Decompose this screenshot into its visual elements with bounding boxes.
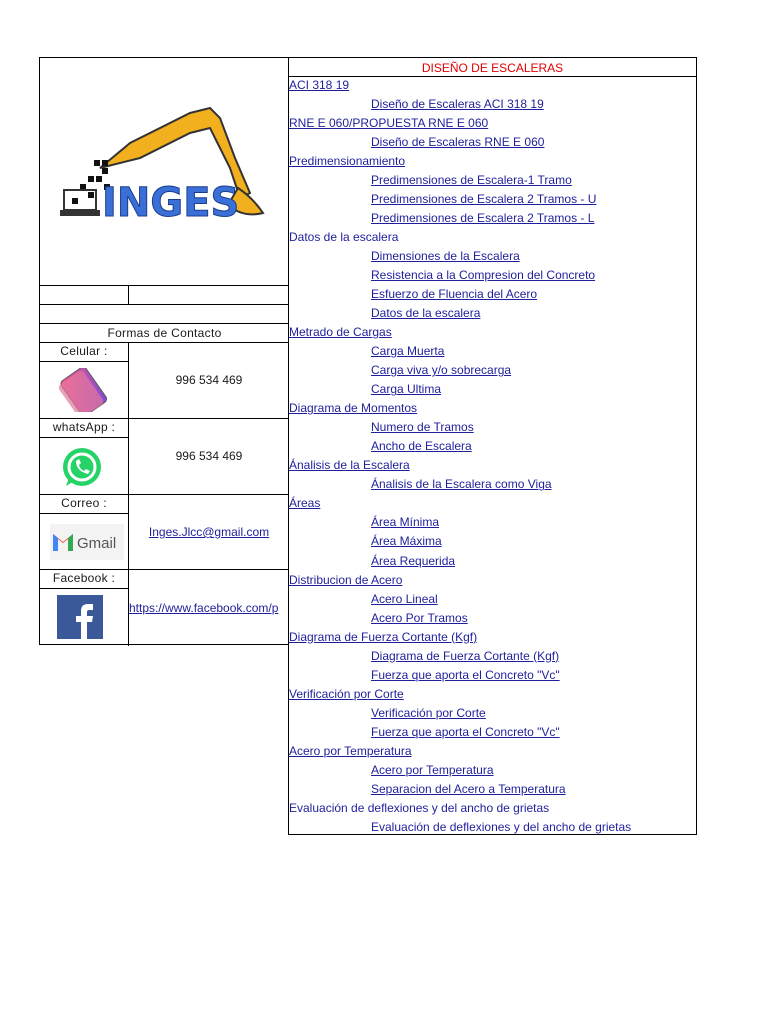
whatsapp-icon [60, 446, 104, 490]
index-section-0[interactable]: ACI 318 19 [289, 78, 350, 92]
index-section-32[interactable]: Verificación por Corte [289, 686, 404, 701]
index-subitem-7[interactable]: Predimensiones de Escalera 2 Tramos - L [371, 211, 595, 226]
contact-heading: Formas de Contacto [107, 326, 222, 340]
index-subitem-33[interactable]: Verificación por Corte [371, 705, 486, 720]
index-section-8: Datos de la escalera [289, 230, 399, 245]
index-subitem-14[interactable]: Carga Muerta [371, 344, 445, 359]
index-section-35[interactable]: Acero por Temperatura [289, 743, 412, 758]
index-title: DISEÑO DE ESCALERAS [289, 58, 696, 77]
facebook-label: Facebook : [52, 571, 116, 585]
gmail-icon-text: Gmail [77, 535, 117, 552]
index-subitem-34[interactable]: Fuerza que aporta el Concreto "Vc" [371, 724, 560, 739]
facebook-icon [57, 595, 103, 639]
whatsapp-number: 996 534 469 [175, 449, 243, 463]
index-subitem-12[interactable]: Datos de la escalera [371, 306, 481, 321]
index-panel [288, 57, 697, 835]
index-section-17[interactable]: Diagrama de Momentos [289, 401, 418, 416]
index-section-13[interactable]: Metrado de Cargas [289, 325, 392, 340]
index-section-29[interactable]: Diagrama de Fuerza Cortante (Kgf) [289, 629, 478, 644]
celular-label: Celular : [60, 344, 108, 358]
gmail-icon [50, 524, 124, 560]
index-subitem-21[interactable]: Ánalisis de la Escalera como Viga [371, 477, 552, 492]
index-subitem-16[interactable]: Carga Ultima [371, 382, 442, 397]
index-section-20[interactable]: Ánalisis de la Escalera [289, 458, 410, 473]
index-section-4[interactable]: Predimensionamiento [289, 154, 406, 169]
index-section-38: Evaluación de deflexiones y del ancho de grietas [289, 800, 550, 815]
index-subitem-3[interactable]: Diseño de Escaleras RNE E 060 [371, 135, 545, 150]
logo-text: INGES [102, 180, 240, 223]
contact-panel [39, 57, 288, 645]
index-subitem-28[interactable]: Acero Por Tramos [371, 610, 468, 625]
index-section-2[interactable]: RNE E 060/PROPUESTA RNE E 060 [289, 116, 489, 131]
phone-icon [58, 368, 110, 412]
index-subitem-25[interactable]: Área Requerida [371, 553, 456, 568]
index-subitem-9[interactable]: Dimensiones de la Escalera [371, 249, 520, 264]
index-subitem-5[interactable]: Predimensiones de Escalera-1 Tramo [371, 173, 572, 188]
index-subitem-10[interactable]: Resistencia a la Compresion del Concreto [371, 268, 596, 283]
index-subitem-27[interactable]: Acero Lineal [371, 591, 438, 606]
index-subitem-15[interactable]: Carga viva y/o sobrecarga [371, 363, 512, 378]
index-subitem-1[interactable]: Diseño de Escaleras ACI 318 19 [371, 97, 544, 112]
index-section-26[interactable]: Distribucion de Acero [289, 572, 403, 587]
index-subitem-24[interactable]: Área Máxima [371, 534, 442, 549]
index-subitem-6[interactable]: Predimensiones de Escalera 2 Tramos - U [371, 192, 597, 207]
index-subitem-30[interactable]: Diagrama de Fuerza Cortante (Kgf) [371, 648, 560, 663]
celular-number: 996 534 469 [175, 373, 243, 387]
facebook-link[interactable]: https://www.facebook.com/p [129, 601, 279, 615]
index-section-22[interactable]: Áreas [289, 496, 321, 511]
email-link[interactable]: Inges.Jlcc@gmail.com [148, 525, 270, 539]
index-subitem-11[interactable]: Esfuerzo de Fluencia del Acero [371, 287, 538, 302]
index-subitem-36[interactable]: Acero por Temperatura [371, 762, 494, 777]
correo-label: Correo : [61, 496, 107, 510]
index-subitem-23[interactable]: Área Mínima [371, 515, 440, 530]
inges-logo [60, 98, 275, 223]
index-subitem-18[interactable]: Numero de Tramos [371, 420, 474, 435]
index-subitem-39: Evaluación de deflexiones y del ancho de grietas [371, 819, 632, 834]
index-subitem-31[interactable]: Fuerza que aporta el Concreto "Vc" [371, 667, 560, 682]
whatsapp-label: whatsApp : [52, 420, 116, 434]
index-subitem-37[interactable]: Separacion del Acero a Temperatura [371, 781, 566, 796]
index-subitem-19[interactable]: Ancho de Escalera [371, 439, 472, 454]
